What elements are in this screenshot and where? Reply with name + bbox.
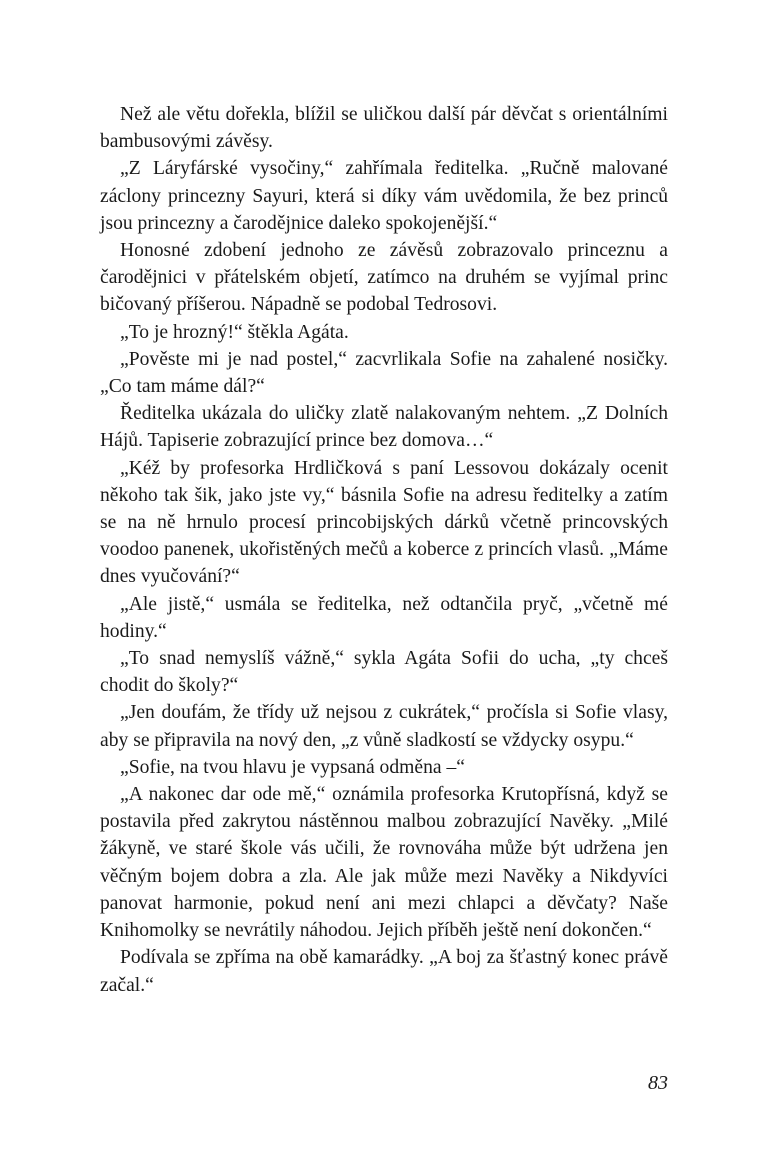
paragraph-3: Honosné zdobení jednoho ze závěsů zobrazovalo princeznu a čarodějnici v přátelském objetí, zatímco na druhém se vyjímal princ bičovaný příšerou. Nápadně se podobal Tedrosovi. (100, 240, 668, 316)
page-number: 83 (648, 1072, 668, 1094)
paragraph-5: „Pověste mi je nad postel,“ zacvrlikala Sofie na zahalené nosičky. „Co tam máme dál?“ (100, 348, 668, 398)
paragraph-13: Podívala se zpříma na obě kamarádky. „A boj za šťastný konec právě začal.“ (100, 947, 668, 996)
paragraph-12: „A nakonec dar ode mě,“ oznámila profesorka Krutopřísná, když se postavila před zakrytou nástěnnou malbou zobrazující Navěky. „Milé žákyně, ve staré škole vás učili, že rovnováha může být udržena jen věčným bojem dobra a zla. Ale jak může mezi Navěky a Nikdyvíci panovat harmonie, pokud není ani mezi chlapci a děvčaty? Naše Knihomolky se nevrátily náhodou. Jejich příběh ještě není dokončen.“ (100, 784, 668, 942)
paragraph-6: Ředitelka ukázala do uličky zlatě nalakovaným nehtem. „Z Dolních Hájů. Tapiserie zobrazující prince bez domova…“ (100, 403, 668, 452)
paragraph-11: „Sofie, na tvou hlavu je vypsaná odměna –“ (120, 756, 465, 778)
paragraph-9: „To snad nemyslíš vážně,“ sykla Agáta Sofii do ucha, „ty chceš chodit do školy?“ (100, 648, 668, 697)
paragraph-10: „Jen doufám, že třídy už nejsou z cukrátek,“ pročísla si Sofie vlasy, aby se připravila na nový den, „z vůně sladkostí se vždycky osypu.“ (100, 702, 668, 751)
paragraph-8: „Ale jistě,“ usmála se ředitelka, než odtančila pryč, „včetně mé hodiny.“ (100, 593, 668, 642)
paragraph-2: „Z Láryfárské vysočiny,“ zahřímala ředitelka. „Ručně malované záclony princezny Sayuri, která si díky vám uvědomila, že bez princů jsou princezny a čarodějnice daleko spokojenější.“ (100, 158, 668, 234)
paragraph-4: „To je hrozný!“ štěkla Agáta. (120, 321, 349, 343)
body-text (100, 101, 668, 999)
paragraph-1: Než ale větu dořekla, blížil se uličkou další pár děvčat s orientálními bambusovými závěsy. (100, 104, 668, 153)
paragraph-7: „Kéž by profesorka Hrdličková s paní Lessovou dokázaly ocenit někoho tak šik, jako jste vy,“ básnila Sofie na adresu ředitelky a zatím se na ně hrnulo procesí princobijských dárků včetně princovských voodoo panenek, ukořistěných mečů a koberce z princích vlasů. „Máme dnes vyučování?“ (100, 457, 668, 588)
